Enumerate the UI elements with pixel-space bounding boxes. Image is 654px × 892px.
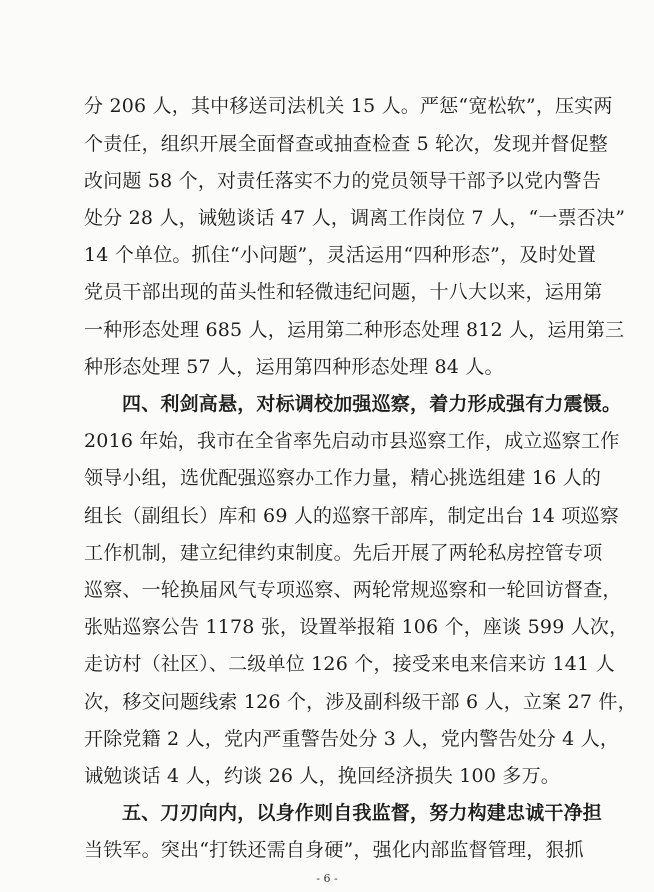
paragraph-line: 工作机制，建立纪律约束制度。先后开展了两轮私房控管专项 xyxy=(84,542,603,564)
section-heading: 五、刀刃向内，以身作则自我监督，努力构建忠诚干净担 xyxy=(122,802,603,824)
paragraph-line: 一种形态处理 685 人，运用第二种形态处理 812 人，运用第三 xyxy=(84,319,625,341)
paragraph-line: 处分 28 人，诫勉谈话 47 人，调离工作岗位 7 人，“一票否决” xyxy=(84,207,626,229)
paragraph-line: 诫勉谈话 4 人，约谈 26 人，挽回经济损失 100 多万。 xyxy=(84,765,560,787)
paragraph-line: 当铁军。突出“打铁还需自身硬”，强化内部监督管理，狠抓 xyxy=(84,839,584,861)
paragraph-line: 种形态处理 57 人，运用第四种形态处理 84 人。 xyxy=(84,356,504,378)
paragraph-line: 走访村（社区）、二级单位 126 个，接受来电来信来访 141 人 xyxy=(84,653,615,675)
paragraph-line: 2016 年始，我市在全省率先启动市县巡察工作，成立巡察工作 xyxy=(84,430,620,452)
page-number: - 6 - xyxy=(316,872,338,885)
paragraph-line: 个责任，组织开展全面督查或抽查检查 5 轮次，发现并督促整 xyxy=(84,133,608,155)
paragraph-line: 14 个单位。抓住“小问题”，灵活运用“四种形态”，及时处置 xyxy=(84,244,597,266)
paragraph-line: 巡察、一轮换届风气专项巡察、两轮常规巡察和一轮回访督查， xyxy=(84,579,622,601)
section-heading: 四、利剑高悬，对标调校加强巡察，着力形成强有力震慑。 xyxy=(122,393,622,415)
paragraph-line: 开除党籍 2 人，党内严重警告处分 3 人，党内警告处分 4 人， xyxy=(84,728,620,750)
paragraph-line: 次，移交问题线索 126 个，涉及副科级干部 6 人，立案 27 件， xyxy=(84,691,637,713)
paragraph-line: 改问题 58 个，对责任落实不力的党员领导干部予以党内警告 xyxy=(84,170,602,192)
paragraph-line: 分 206 人，其中移送司法机关 15 人。严惩“宽松软”，压实两 xyxy=(84,95,613,117)
paragraph-line: 党员干部出现的苗头性和轻微违纪问题，十八大以来，运用第 xyxy=(84,281,603,303)
paragraph-line: 领导小组，选优配强巡察办工作力量，精心挑选组建 16 人的 xyxy=(84,467,602,489)
paragraph-line: 张贴巡察公告 1178 张，设置举报箱 106 个，座谈 599 人次， xyxy=(84,616,629,638)
paragraph-line: 组长（副组长）库和 69 人的巡察干部库，制定出台 14 项巡察 xyxy=(84,505,619,527)
